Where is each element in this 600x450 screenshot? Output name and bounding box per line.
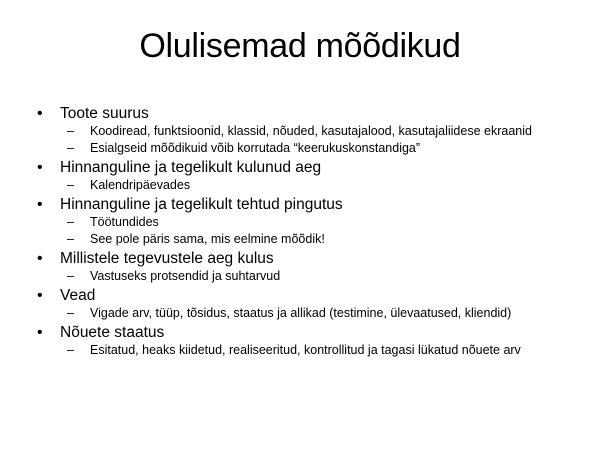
bullet-text: Nõuete staatus xyxy=(60,324,165,341)
sub-bullet-point xyxy=(30,178,580,193)
bullet-icon: • xyxy=(37,159,43,176)
sub-list xyxy=(30,306,580,321)
dash-icon: – xyxy=(67,306,74,320)
sub-bullet-point xyxy=(30,232,580,247)
list-item xyxy=(30,323,580,358)
sub-bullet-text: Esitatud, heaks kiidetud, realiseeritud, kontrollitud ja tagasi lükatud nõuete arv xyxy=(90,343,521,357)
list-item xyxy=(30,158,580,193)
bullet-list xyxy=(30,104,580,360)
sub-list xyxy=(30,343,580,358)
sub-bullet-text: Kalendripäevades xyxy=(90,178,191,192)
bullet-point xyxy=(30,195,580,214)
bullet-text: Vead xyxy=(60,287,96,304)
bullet-text: Hinnanguline ja tegelikult tehtud pingutus xyxy=(60,196,343,213)
bullet-point xyxy=(30,323,580,342)
sub-bullet-point xyxy=(30,141,580,156)
bullet-icon: • xyxy=(37,250,43,267)
sub-bullet-text: Vastuseks protsendid ja suhtarvud xyxy=(90,269,281,283)
bullet-icon: • xyxy=(37,196,43,213)
bullet-text: Hinnanguline ja tegelikult kulunud aeg xyxy=(60,159,322,176)
bullet-icon: • xyxy=(37,287,43,304)
dash-icon: – xyxy=(67,215,74,229)
sub-bullet-point xyxy=(30,124,580,139)
dash-icon: – xyxy=(67,178,74,192)
slide-title: Olulisemad mõõdikud xyxy=(139,27,461,65)
sub-bullet-text: See pole päris sama, mis eelmine mõõdik! xyxy=(90,232,325,246)
dash-icon: – xyxy=(67,124,74,138)
bullet-text: Millistele tegevustele aeg kulus xyxy=(60,250,274,267)
sub-list xyxy=(30,178,580,193)
sub-bullet-point xyxy=(30,269,580,284)
bullet-text: Toote suurus xyxy=(60,105,149,122)
sub-list xyxy=(30,269,580,284)
dash-icon: – xyxy=(67,232,74,246)
sub-bullet-point xyxy=(30,343,580,358)
sub-bullet-text: Töötundides xyxy=(90,215,159,229)
sub-bullet-text: Vigade arv, tüüp, tõsidus, staatus ja allikad (testimine, ülevaatused, kliendid) xyxy=(90,306,512,320)
bullet-point xyxy=(30,249,580,268)
bullet-point xyxy=(30,104,580,123)
list-item xyxy=(30,195,580,247)
sub-list xyxy=(30,215,580,247)
bullet-point xyxy=(30,286,580,305)
dash-icon: – xyxy=(67,141,74,155)
dash-icon: – xyxy=(67,269,74,283)
list-item xyxy=(30,104,580,156)
bullet-icon: • xyxy=(37,105,43,122)
sub-bullet-text: Koodiread, funktsioonid, klassid, nõuded, kasutajalood, kasutajaliidese ekraanid xyxy=(90,124,532,138)
list-item xyxy=(30,249,580,284)
sub-bullet-point xyxy=(30,215,580,230)
sub-list xyxy=(30,124,580,156)
bullet-point xyxy=(30,158,580,177)
dash-icon: – xyxy=(67,343,74,357)
bullet-icon: • xyxy=(37,324,43,341)
sub-bullet-point xyxy=(30,306,580,321)
list-item xyxy=(30,286,580,321)
sub-bullet-text: Esialgseid mõõdikuid võib korrutada “keerukuskonstandiga” xyxy=(90,141,421,155)
